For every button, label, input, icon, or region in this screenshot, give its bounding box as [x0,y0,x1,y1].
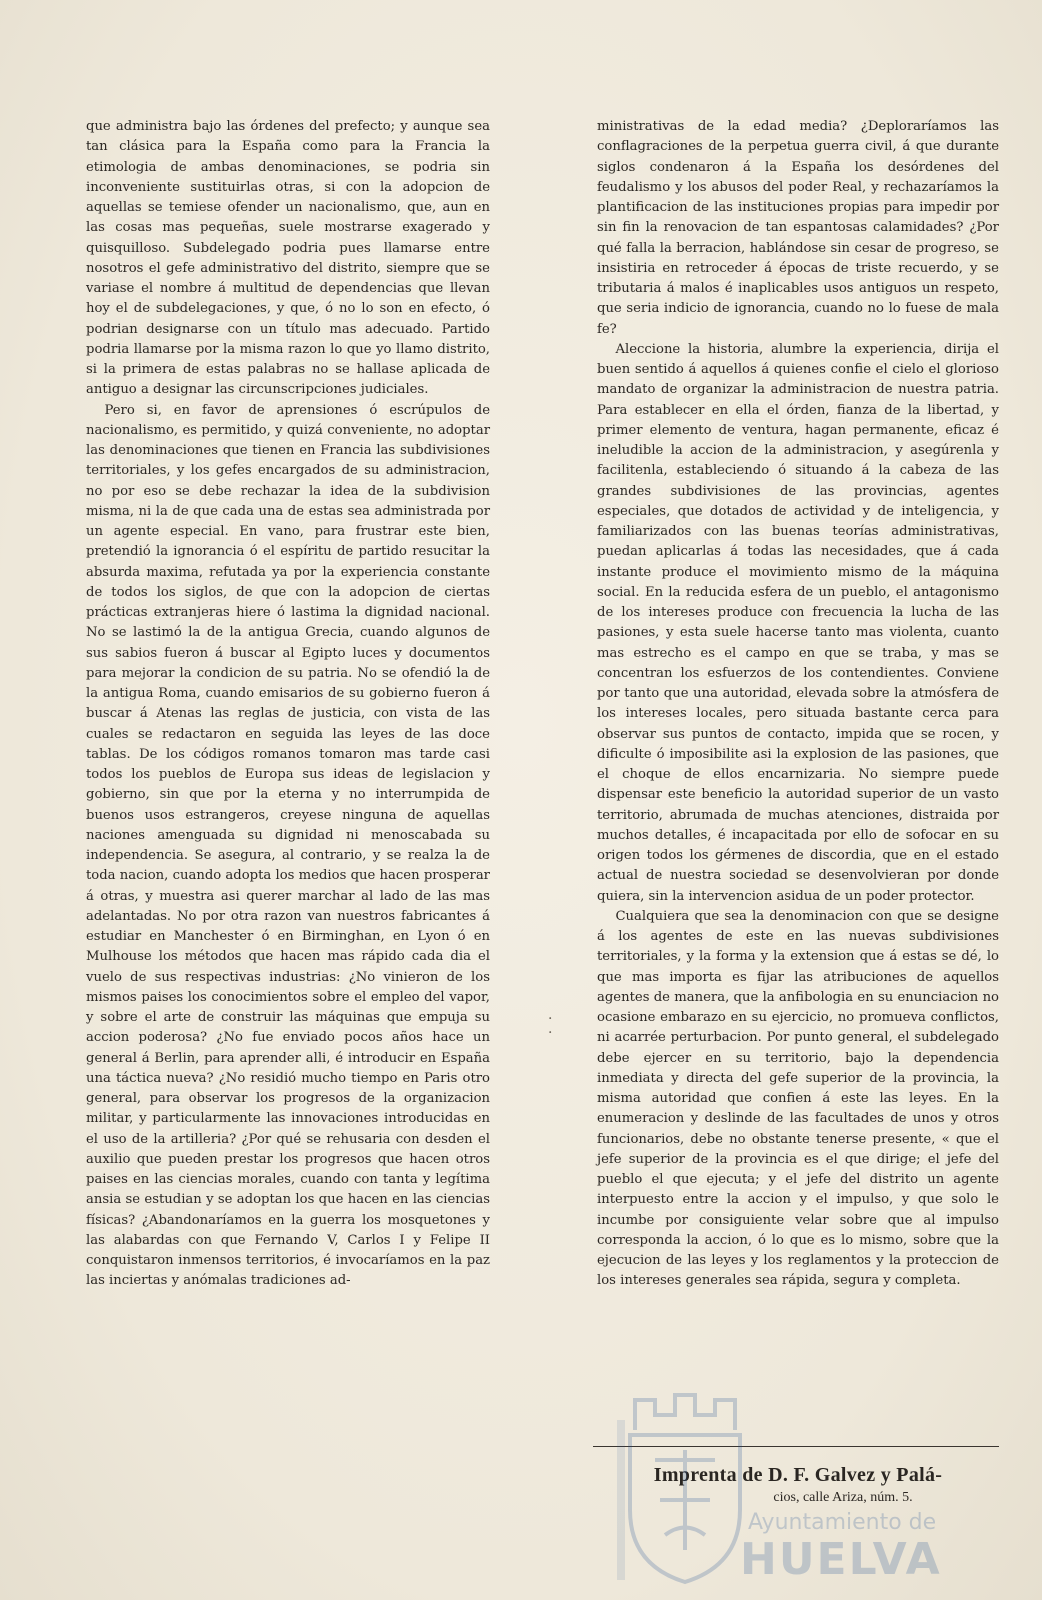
watermark-small-text: Ayuntamiento de [748,1510,937,1535]
imprint-line-1: Imprenta de D. F. Galvez y Palá- [653,1464,943,1486]
margin-mark: · · [548,1011,553,1041]
watermark-text [740,1510,942,1584]
imprint-line-2: cios, calle Ariza, núm. 5. [773,1490,913,1505]
right-text-column [597,117,999,1292]
printer-imprint [597,1462,999,1508]
left-text-column [86,117,490,1292]
paragraph: Cualquiera que sea la denominacion con que se designe á los agentes de este en las nuevas subdivisiones territoriales, y la forma y la extension que á estas se dé, lo que mas importa es fijar las atribuciones de aquellos agentes de manera, que la anfibologia en su enunciacion no ocasione embarazo en su ejercicio, no promueva conflictos, ni acarrée perturbacion. Por punto general, el subdelegado debe ejercer en su territorio, bajo la dependencia inmediata y directa del gefe superior de la provincia, la misma autoridad que confien á este las leyes. En la enumeracion y deslinde de las facultades de unos y otros funcionarios, debe no obstante tenerse presente, « que el jefe superior de la provincia es el que dirige; el jefe del pueblo el que ejecuta; y el jefe del distrito un agente interpuesto entre la accion y el impulso, y que solo le incumbe por consiguiente velar sobre que al impulso corresponda la accion, ó lo que es lo mismo, sobre que la ejecucion de las leyes y los reglamentos y la proteccion de los intereses generales sea rápida, segura y completa. [597,908,999,1289]
paragraph: que administra bajo las órdenes del prefecto; y aunque sea tan clásica para la España como para la Francia la etimologia de ambas denominaciones, se podria sin inconveniente sustituirlas otras, si con la adopcion de aquellas se temiese ofender un nacionalismo, que, aun en las cosas mas pequeñas, suele mostrarse exagerado y quisquilloso. Subdelegado podria pues llamarse entre nosotros el gefe administrativo del distrito, siempre que se variase el nombre á multitud de dependencias que llevan hoy el de subdelegaciones, y que, ó no lo son en efecto, ó podrian designarse con un título mas adecuado. Partido podria llamarse por la misma razon lo que yo llamo distrito, si la primera de estas palabras no se hallase aplicada de antiguo a designar las circunscripciones judiciales. [86,119,490,398]
imprint-divider [593,1446,999,1447]
watermark-big-text: HUELVA [740,1534,942,1585]
paragraph: ministrativas de la edad media? ¿Deploraríamos las conflagraciones de la perpetua guerra civil, á que durante siglos condenaron á la España los desórdenes del feudalismo y los abusos del poder Real, y rechazaríamos la plantificacion de las instituciones propias para impedir por sin fin la renovacion de tan espantosas calamidades? ¿Por qué falla la berracion, hablándose sin cesar de progreso, se insistiria en retroceder á épocas de triste recuerdo, y se tributaria á malos é inaplicables usos antiguos un respeto, que seria indicio de ignorancia, cuando no lo fuese de mala fe? [597,119,999,337]
paragraph: Pero si, en favor de aprensiones ó escrúpulos de nacionalismo, es permitido, y quizá conveniente, no adoptar las denominaciones que tienen en Francia las subdivisiones territoriales, y los gefes encargados de su administracion, no por eso se debe rechazar la idea de la subdivision misma, ni la de que cada una de estas sea administrada por un agente especial. En vano, para frustrar este bien, pretendió la ignorancia ó el espíritu de partido resucitar la absurda maxima, refutada ya por la experiencia constante de todos los siglos, de que con la adopcion de ciertas prácticas extranjeras hiere ó lastima la dignidad nacional. No se lastimó la de la antigua Grecia, cuando algunos de sus sabios fueron á buscar al Egipto luces y documentos para mejorar la condicion de su patria. No se ofendió la de la antigua Roma, cuando emisarios de su gobierno fueron á buscar á Atenas las reglas de justicia, con vista de las cuales se redactaron en seguida las leyes de las doce tablas. De los códigos romanos tomaron mas tarde casi todos los pueblos de Europa sus ideas de legislacion y gobierno, sin que por la eterna y no interrumpida de buenos usos estrangeros, creyese ninguna de aquellas naciones amenguada su dignidad ni menoscabada su independencia. Se asegura, al contrario, y se realza la de toda nacion, cuando adopta los medios que hacen prosperar á otras, y muestra asi querer marchar al lado de las mas adelantadas. No por otra razon van nuestros fabricantes á estudiar en Manchester ó en Birminghan, en Lyon ó en Mulhouse los métodos que hacen mas rápido cada dia el vuelo de sus respectivas industrias: ¿No vinieron de los mismos paises los conocimientos sobre el empleo del vapor, y sobre el arte de construir las máquinas que empuja su accion poderosa? ¿No fue enviado pocos años hace un general á Berlin, para aprender alli, é introducir en España una táctica nueva? ¿No residió mucho tiempo en Paris otro general, para observar los progresos de la organizacion militar, y particularmente las innovaciones introducidas en el uso de la artilleria? ¿Por qué se rehusaria con desden el auxilio que pueden prestar los progresos que hacen otros paises en las ciencias morales, cuando con tanta y legítima ansia se estudian y se adoptan los que hacen en las ciencias físicas? ¿Abandonaríamos en la guerra los mosquetones y las alabardas con que Fernando V, Carlos I y Felipe II conquistaron inmensos territorios, é invocaríamos en la paz las inciertas y anómalas tradiciones ad- [86,402,490,1289]
paragraph: Aleccione la historia, alumbre la experiencia, dirija el buen sentido á aquellos á quienes confie el cielo el glorioso mandato de organizar la administracion de nuestra patria. Para establecer en ella el órden, fianza de la libertad, y primer elemento de ventura, hagan permanente, eficaz é ineludible la accion de la administracion, y asegúrenla y facilitenla, estableciendo ó situando á la cabeza de las grandes subdivisiones de las provincias, agentes especiales, que dotados de actividad y de inteligencia, y familiarizados con las buenas teorías administrativas, puedan aplicarlas á todas las necesidades, que á cada instante produce el movimiento mismo de la máquina social. En la reducida esfera de un pueblo, el antagonismo de los intereses produce con frecuencia la lucha de las pasiones, y esta suele hacerse tanto mas violenta, cuanto mas estrecho es el campo en que se traba, y mas se concentran los esfuerzos de los contendientes. Conviene por tanto que una autoridad, elevada sobre la atmósfera de los intereses locales, pero situada bastante cerca para observar sus puntos de contacto, impida que se rocen, y dificulte ó imposibilite asi la explosion de las pasiones, que el choque de ellos encarnizaria. No siempre puede dispensar este beneficio la autoridad superior de un vasto territorio, abrumada de muchas atenciones, distraida por muchos detalles, é incapacitada por ello de sofocar en su origen todos los gérmenes de discordia, que en el estado actual de nuestra sociedad se desenvolvieran por donde quiera, sin la intervencion asidua de un poder protector. [597,341,999,904]
